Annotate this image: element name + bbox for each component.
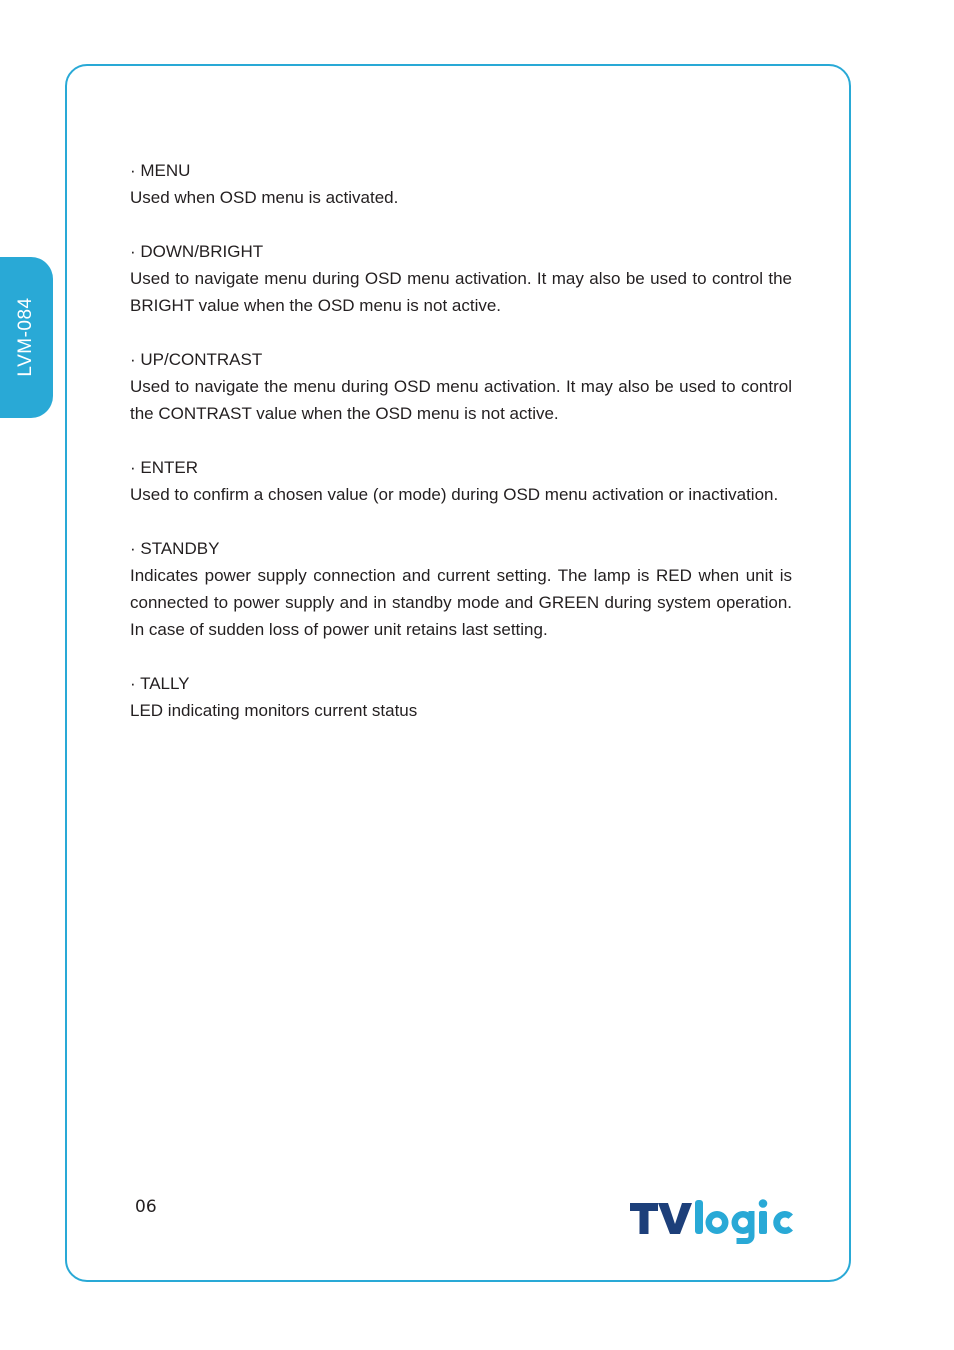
section-heading: · ENTER — [130, 458, 198, 477]
section-body: Used when OSD menu is activated. — [130, 188, 399, 207]
section-heading: · UP/CONTRAST — [130, 350, 263, 369]
model-side-tab — [0, 257, 53, 418]
section-down-bright — [130, 238, 792, 319]
section-tally — [130, 670, 792, 724]
section-body: LED indicating monitors current status — [130, 701, 418, 720]
section-menu — [130, 157, 792, 211]
section-up-contrast — [130, 346, 792, 427]
section-enter — [130, 454, 792, 508]
section-heading: · STANDBY — [130, 539, 220, 558]
section-heading: · DOWN/BRIGHT — [130, 242, 264, 261]
tvlogic-logo — [629, 1196, 794, 1246]
button-descriptions — [130, 157, 792, 751]
model-label: LVM-084 — [15, 297, 36, 377]
logo-tv-mark — [630, 1203, 692, 1234]
page-number: 06 — [135, 1197, 157, 1217]
section-body: Indicates power supply connection and current setting. The lamp is RED when unit is connected to power supply and in standby mode and GREEN during system operation. In case of sudden loss of power unit retains last setting. — [130, 566, 792, 639]
section-heading: · MENU — [130, 161, 191, 180]
section-body: Used to confirm a chosen value (or mode) during OSD menu activation or inactivation. — [130, 485, 779, 504]
section-heading: · TALLY — [130, 674, 190, 693]
section-body: Used to navigate the menu during OSD menu activation. It may also be used to control the CONTRAST value when the OSD menu is not active. — [130, 377, 792, 423]
section-standby — [130, 535, 792, 643]
section-body: Used to navigate menu during OSD menu activation. It may also be used to control the BRIGHT value when the OSD menu is not active. — [130, 269, 792, 315]
logo-logic-mark — [695, 1199, 793, 1244]
